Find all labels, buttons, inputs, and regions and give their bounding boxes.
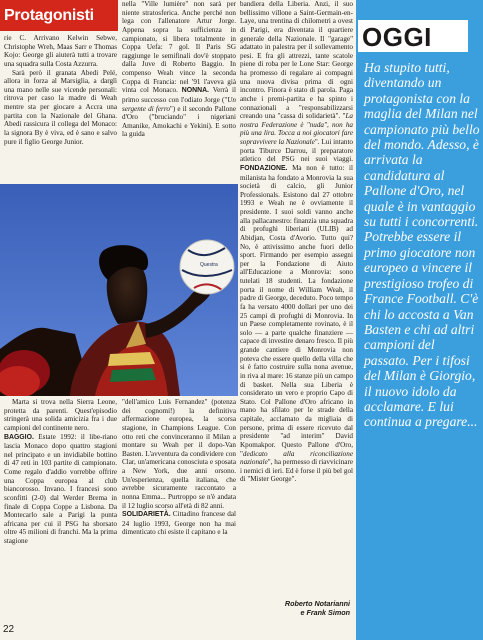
text-run: bandiera della Liberia. Anzi, il suo bellissimo villone a Saint-Germain-en-Laye, una trentina di chilometri a ovest di Parigi, era diventata il quartiere generale della Nazionale. Il "garage" adattato in palestra per il sollevamento pesi. E fra gli attrezzi, tante scatole piene di roba per le Lone Star: George ha promesso di regalare ai compagni una nuova divisa prima di ogni incontro. Finora è stato di parola. Paga anche i premi-partita e ha spinto i connazionali a "responsabilizzarsi creando una "cassa di solidarietà". " bbox=[240, 0, 353, 121]
text-run: ", ha permesso di riavvicinare i nemici di ieri. Ed è forse il più bel gol di "Mister George". bbox=[240, 458, 353, 484]
subheading: SOLIDARIETÀ. bbox=[122, 511, 171, 519]
player-photo bbox=[0, 184, 238, 396]
photo bbox=[0, 184, 238, 396]
paragraph bbox=[4, 433, 117, 546]
text-run: nella "Ville lumière" non sarà per niente stratosferica. Anche perché non lega con l'allenatore Artur Jorge. Appena sopra la sufficienza in campionato, si libera totalmente in Coppa Uefa: 7 gol. Il Paris SG raggiunge le semifinali dov'è stoppato dalla Juve di Roberto Baggio. In compenso Weah vince la seconda Coppa di Francia: nel '91 l'aveva già vinta col Monaco. bbox=[122, 0, 236, 95]
column-1-bottom bbox=[4, 398, 117, 546]
text-run: Estate 1992: il libe-riano lascia Monaco dopo quattro stagioni nel principato e un invidiabile bottino di 47 reti in 103 partite di campionato. Come regalo d'addio vorrebbe offrire una Coppa europea al club biancorosso. Invano. I francesi sono sconfitti (2-0) dal Werder Brema in finale di Coppa Coppe a Lisbona. Da Montecarlo sale a Parigi la punta africana per cui il PSG ha sborsato oltre 45 milioni di franchi. Ma la prima stagione bbox=[4, 432, 117, 545]
paragraph: rie C. Arrivano Kelwin Sebwe, Christophe Wreh, Maas Sarr e Thomas Kojo: George gli aiuterà tutti a trovare una squadra sulla Costa Azzurra. bbox=[4, 34, 117, 68]
sidebar-text: Ha stupito tutti, diventando un protagonista con la maglia del Milan nel campionato più bello del mondo. Adesso, è arrivata la candidatura al Pallone d'Oro, nel quale è in vantaggio su tutti i concorrenti. Potrebbe essere il primo giocatore non europeo a vincere il prestigioso trofeo di France Football. C'è chi lo accosta a Van Basten e chi ad altri campioni del passato. Per i tifosi del Milan è Giorgio, il nuovo idolo da acclamare. E lui continua a pregare... bbox=[364, 60, 480, 430]
text-run: Cittadino francese dal 24 luglio 1993, George non ha mai dimenticato chi esiste il capitano e la bbox=[122, 510, 236, 537]
paragraph: Marta si trova nella Sierra Leone, protetta da parenti. Quest'episodio stringerà una solida amicizia fra i due campioni del continente nero. bbox=[4, 398, 117, 432]
sidebar-title: OGGI bbox=[362, 22, 432, 52]
quote: Un sergente di ferro bbox=[122, 95, 236, 113]
subheading: NONNA. bbox=[181, 87, 209, 95]
paragraph: "dell'amico Luis Fernandez" (potenza dei cognomi!) la definitiva affermazione europea, la scorsa stagione, in Champions League. Con otto reti che convinceranno il Milan a montare su Weah per il dopo-Van Basten. L'avventura da condividere con Clar, un'americana conosciuta e sposata a New York, due anni orsono. Un'esperienza, quella italiana, che avrebbe sicuramente raccontato a nonna Emma... Purtroppo se n'è andata il 12 luglio scorso all'età di 82 anni. bbox=[122, 398, 236, 510]
ball-text: Questra bbox=[200, 262, 218, 268]
text-run: Ma non è tutto: il milanista ha fondato a Monrovia la sua società di calcio, gli Junior Professionals. Esistono dal 27 ottobre 1993 e Weah ne è ovviamente il presidente. I suoi soldi vanno anche alla pallacanestro: finanzia una squadra di profughi liberiani (ULIB) ad Abidjan, Costa d'Avorio. Tutto qui? No, è attivissimo anche fuori dello sport. Firmando per esempio assegni per la Fondazione di Aiuto all'Educazione a Monrovia: sono tutelati 18 studenti. La fondazione porta il nome di William Weah, il padre di George, deceduto. Poco tempo fa ha versato 4000 dollari per uno dei 25 campi di profughi di Monrovia. In un Paese completamente rovinato, è il solo — a parte qualche finanziere — capace di investire denaro fresco. Il più grande cantiere di Monrovia non poteva che essere quello della villa che si è fatto costruire sulla nona avenue, in riva al mare: 16 stanze più un campo di basket. Nella sua Liberia è considerato un vero e proprio Capo di Stato. Col Pallone d'Oro africano in mano ha sfilato per le strade della capitale, acclamato da migliaia di persone, prima di essere ricevuto dal presidente "ad interim" David Kpomakpor. Questo Pallone d'Oro, " bbox=[240, 163, 353, 458]
paragraph bbox=[122, 510, 236, 537]
page-number: 22 bbox=[3, 624, 15, 635]
quote: dedicato alla riconciliazione nazionale bbox=[240, 449, 353, 467]
column-2-bottom bbox=[122, 398, 236, 537]
sidebar-title-box bbox=[358, 20, 468, 52]
subheading: FONDAZIONE. bbox=[240, 164, 288, 172]
subheading: BAGGIO. bbox=[4, 433, 34, 441]
column-2-top bbox=[122, 0, 236, 139]
column-3 bbox=[240, 0, 353, 484]
column-1-top bbox=[4, 34, 117, 146]
text-run: ") e il secondo Pallone d'Oro ("bruciando" i nigeriani Amanike, Amokachi e Yekini). E sotto la guida bbox=[122, 104, 236, 139]
byline bbox=[240, 599, 350, 617]
section-title: Protagonisti bbox=[4, 7, 94, 24]
text-run: Verrà il primo successo con l'odiato Jorge (" bbox=[122, 86, 236, 104]
quote: La nostra Federazione è "nuda", non ha più una lira. Tocca a noi giocatori fare sopravvivere la Nazionale bbox=[240, 112, 353, 146]
header-bar bbox=[0, 0, 118, 31]
author-name: e Frank Simon bbox=[300, 608, 350, 617]
paragraph bbox=[122, 0, 236, 139]
paragraph bbox=[240, 0, 353, 484]
author-name: Roberto Notarianni bbox=[284, 599, 350, 608]
paragraph: Sarà però il granata Abedi Pelé, allora in forza al Marsiglia, a darglì una mano nelle sue vicende personali: ritrova per caso la madre di Weah mentre sta per giocare a Accra una partita con la Nazionale del Ghana. Abedi rassicura il collega del Monaco: la signora By è viva, ed è sano e salvo pure il figlio George Junior. bbox=[4, 68, 117, 146]
text-run: ". Lui intanto porta Tiburce Darrou, il preparatore atletico del PSG nei suoi viaggi. bbox=[240, 138, 353, 164]
